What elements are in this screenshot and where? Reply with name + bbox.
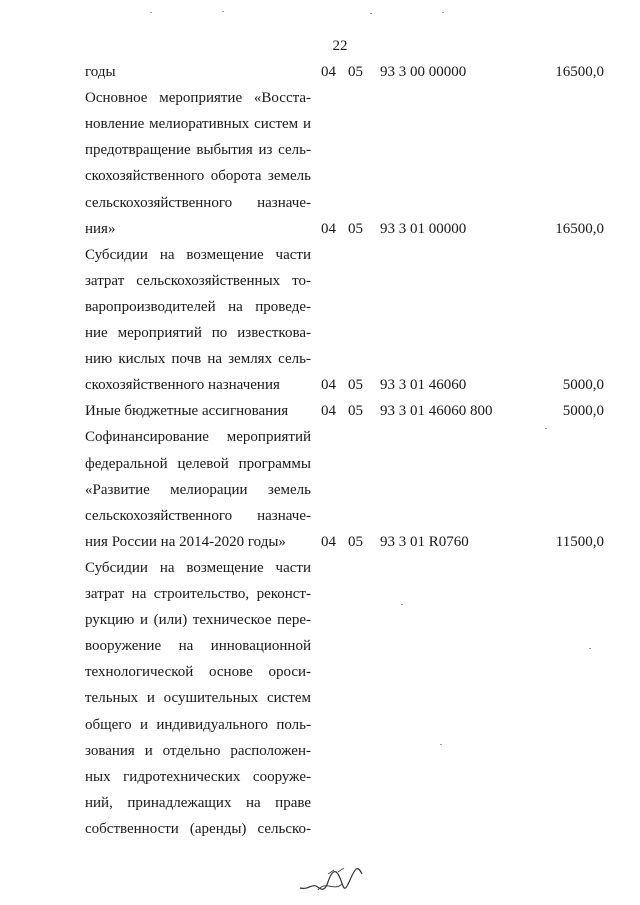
- row-text-line: скохозяйственного оборота земель: [85, 168, 311, 185]
- row-text-line: Субсидии на возмещение части: [85, 559, 311, 576]
- row-text-line: новление мелиоративных систем и: [85, 116, 311, 133]
- scan-speck: [401, 604, 403, 605]
- row-text-line: варопроизводителей на проведе-: [85, 298, 311, 315]
- subsection-code: 05: [348, 64, 363, 80]
- signature-mark: [298, 860, 368, 900]
- scan-speck: [589, 648, 591, 649]
- subsection-code: 05: [348, 377, 363, 394]
- row-text-line: «Развитие мелиорации земель: [85, 481, 311, 498]
- scan-speck: [222, 11, 224, 12]
- row-text-line: сельскохозяйственного назначе-: [85, 194, 311, 211]
- row-text-line: рукцию и (или) техническое пере-: [85, 612, 311, 629]
- row-text-line: общего и индивидуального поль-: [85, 716, 311, 733]
- subsection-code: 05: [348, 403, 363, 420]
- row-text-line: ния России на 2014-2020 годы»: [85, 533, 286, 550]
- amount: 5000,0: [562, 377, 604, 394]
- row-text-line: Софинансирование мероприятий: [85, 429, 311, 446]
- section-code: 04: [321, 377, 336, 394]
- row-text-line: скохозяйственного назначения: [85, 377, 280, 394]
- amount: 16500,0: [555, 220, 604, 237]
- row-text-line: сельскохозяйственного назначе-: [85, 507, 311, 524]
- target-article-code: 93 3 01 R0760: [380, 533, 469, 550]
- row-text-line: ний, принадлежащих на праве: [85, 794, 311, 811]
- row-text-line: ния»: [85, 220, 116, 237]
- row-text-line: Основное мероприятие «Восста-: [85, 90, 311, 107]
- row-text-line: нию кислых почв на землях сель-: [85, 351, 311, 368]
- row-text-line: тельных и осушительных систем: [85, 690, 311, 707]
- target-article-code: 93 3 01 46060: [380, 377, 467, 394]
- section-code: 04: [321, 64, 336, 80]
- section-code: 04: [321, 403, 336, 420]
- section-code: 04: [321, 220, 336, 237]
- row-text-line: технологической основе ороси-: [85, 664, 311, 681]
- amount: 11500,0: [555, 533, 604, 550]
- subsection-code: 05: [348, 220, 363, 237]
- row-text-line: Иные бюджетные ассигнования: [85, 403, 289, 420]
- section-code: 04: [321, 533, 336, 550]
- row-text-line: предотвращение выбытия из сель-: [85, 142, 311, 159]
- scan-speck: [370, 13, 372, 14]
- target-article-code: 93 3 01 00000: [380, 220, 467, 237]
- row-text-line: ние мероприятий по известкова-: [85, 325, 311, 341]
- row-text-line: затрат на строительство, реконст-: [85, 586, 311, 602]
- scan-speck: [150, 12, 152, 13]
- amount: 16500,0: [555, 64, 604, 80]
- target-article-code: 93 3 00 00000: [380, 64, 467, 80]
- amount: 5000,0: [562, 403, 604, 420]
- subsection-code: 05: [348, 533, 363, 550]
- target-article-code: 93 3 01 46060: [380, 403, 467, 420]
- scan-speck: [545, 428, 547, 429]
- row-text-line: федеральной целевой программы: [85, 455, 311, 472]
- row-text-line: годы: [85, 64, 116, 80]
- row-text-line: Субсидии на возмещение части: [85, 246, 311, 263]
- row-text-line: зования и отдельно расположен-: [85, 742, 311, 759]
- scan-speck: [440, 744, 442, 745]
- expense-type-code: 800: [470, 403, 493, 420]
- page-number: 22: [332, 38, 348, 54]
- row-text-line: затрат сельскохозяйственных то-: [85, 272, 311, 289]
- row-text-line: собственности (аренды) сельско-: [85, 820, 311, 837]
- row-text-line: ных гидротехнических сооруже-: [85, 768, 311, 785]
- scan-speck: [442, 12, 444, 13]
- row-text-line: вооружение на инновационной: [85, 638, 311, 655]
